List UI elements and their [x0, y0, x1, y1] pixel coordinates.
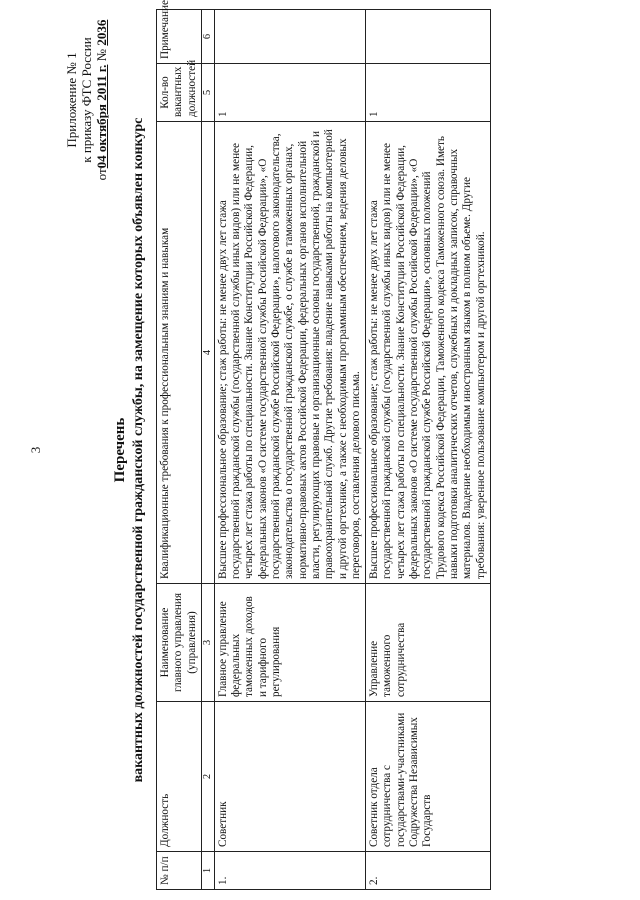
page-number: 3 [28, 446, 43, 454]
row-vacancies: 1 [214, 64, 365, 122]
row-position: Советник отдела сотрудничества с государствами-участниками Содружества Независимых Государств [366, 702, 491, 852]
row-department: Главное управление федеральных таможенных доходов и тарифного регулирования [214, 584, 365, 702]
column-number: 4 [201, 122, 214, 584]
appendix-number: 2036 [94, 19, 109, 46]
row-requirements: Высшее профессиональное образование; стаж работы: не менее двух лет стажа государственной гражданской службы (государственной службы иных видов) или не менее четырех лет стажа работы по специальности. Знание Конституции Российской Федерации, федеральных законов «О системе государственной службы Российской Федерации», «О государственной гражданской службе Российской Федерации», налогового законодательства, законодательства о государственной гражданской службе, о службе в таможенных органах, нормативно-правовых актов Российской Федерации, федеральных органов исполнительной власти, регулирующих правовые и организационные основы государственной, гражданской и правоохранительной служб. Другие требования: владение навыками работы на компьютерной и другой оргтехнике, а также с необходимым программным обеспечением, ведения деловых переговоров, составления делового письма. [214, 122, 365, 584]
column-number: 2 [201, 702, 214, 852]
row-num: 1. [214, 852, 365, 890]
appendix-date-line [94, 0, 109, 200]
document-subtitle: вакантных должностей государственной гражданской службы, на замещение которых объявлен конкурс [131, 117, 146, 783]
document-title: Перечень [112, 417, 128, 483]
header-position: Должность [157, 702, 202, 852]
header-vacancies: Кол-во вакантных должностей [157, 64, 202, 122]
appendix-number-prefix: № [94, 48, 109, 62]
row-requirements: Высшее профессиональное образование; стаж работы: не менее двух лет стажа государственной гражданской службы (государственной службы иных видов) или не менее четырех лет стажа работы по специальности. Знание Конституции Российской Федерации, федеральных законов «О системе государственной службы Российской Федерации», «О государственной гражданской службе Российской Федерации», основных положений Трудового кодекса Российской Федерации, Таможенного кодекса Таможенного союза. Иметь навыки подготовки аналитических отчетов, служебных и докладных записок, справочных материалов. Владение необходимым иностранным языком в полном объеме. Другие требования: уверенное пользование компьютером и другой оргтехникой. [366, 122, 491, 584]
appendix-date: 04 октября 2011 г. [94, 64, 109, 169]
row-notes [214, 10, 365, 64]
appendix-block [64, 0, 109, 200]
row-num: 2. [366, 852, 491, 890]
appendix-date-prefix: от [94, 168, 109, 181]
header-num: № п/п [157, 852, 202, 890]
appendix-line-2: к приказу ФТС России [79, 37, 94, 163]
column-number: 1 [201, 852, 214, 890]
header-notes: Примечание [157, 10, 202, 64]
column-number: 6 [201, 10, 214, 64]
column-number: 5 [201, 64, 214, 122]
table-header-row [157, 10, 202, 890]
header-requirements: Квалификационные требования к профессиональным знаниям и навыкам [157, 122, 202, 584]
table-row [366, 10, 491, 890]
vacancy-table [156, 0, 491, 890]
appendix-line-1: Приложение № 1 [64, 52, 79, 148]
column-number: 3 [201, 584, 214, 702]
header-department: Наименование главного управления (управления) [157, 584, 202, 702]
row-position: Советник [214, 702, 365, 852]
table-row [214, 10, 365, 890]
row-vacancies: 1 [366, 64, 491, 122]
row-department: Управление таможенного сотрудничества [366, 584, 491, 702]
column-numbers-row [201, 10, 214, 890]
row-notes [366, 10, 491, 64]
